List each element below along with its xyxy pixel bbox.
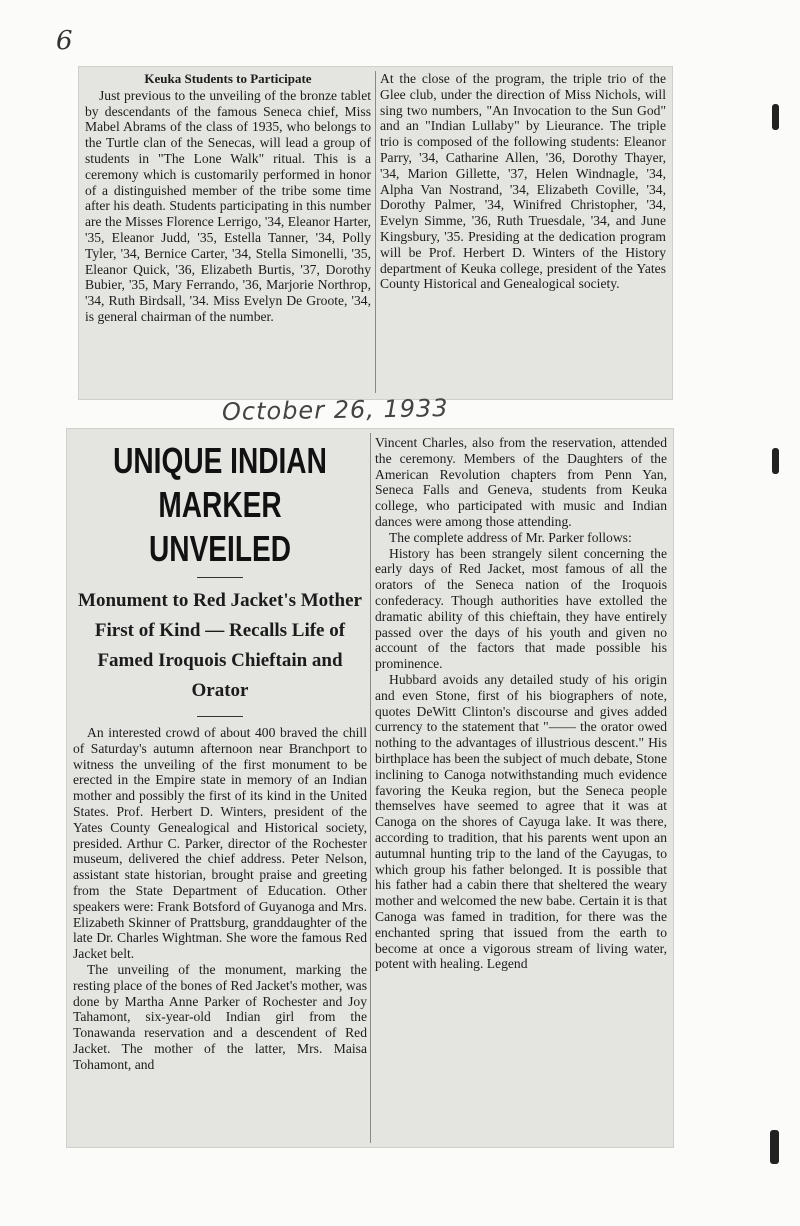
main-left-column — [73, 433, 367, 1145]
main-column-divider — [370, 433, 371, 1143]
headline-rule — [197, 577, 243, 578]
top-clipping — [78, 66, 673, 400]
main-clipping — [66, 428, 674, 1148]
main-right-paragraph-2: The complete address of Mr. Parker follows: — [389, 529, 632, 545]
main-right-column — [375, 435, 667, 972]
main-left-paragraph-1: An interested crowd of about 400 braved the chill of Saturday's autumn afternoon near Branchport to witness the unveiling of the first monument to be erected in the Empire state in memory of an Indian mother and possibly the first of its kind in the United States. Prof. Herbert D. Winters, president of the Yates County Genealogical and Historical society, presided. Arthur C. Parker, director of the Rochester museum, delivered the chief address. Peter Nelson, assistant state historian, brought praise and greeting from the State Department of Education. Other speakers were: Frank Botsford of Guyanoga and Mrs. Elizabeth Skinner of Prattsburg, granddaughter of the late Dr. Charles Wightman. She wore the famous Red Jacket belt. — [73, 725, 367, 962]
top-right-column — [380, 71, 666, 292]
headline-line-2: MARKER UNVEILED — [149, 484, 291, 569]
binder-hole-bottom — [770, 1130, 779, 1164]
binder-hole-top — [772, 104, 779, 130]
main-right-paragraph-4: Hubbard avoids any detailed study of his origin and even Stone, first of his biographers of note, quotes DeWitt Clinton's discourse and gives added currency to the statement that "—— the orator owed nothing to the advantages of illustrious descent." His birthplace has been the subject of much debate, Stone inclining to Canoga notwithstanding much evidence favoring the Keuka region, but the Seneca people themselves have seemed to agree that it was at Canoga on the shores of Cayuga lake. It was there, according to tradition, that his parents went upon an autumnal hunting trip to the land of the Cayugas, to which group his father belonged. It is possible that his father had a cabin there that sheltered the weary mother and welcomed the new babe. Certain it is that Canoga was famed in tradition, for there was the enchanted spring that issued from the earth to become at once a vigorous stream of living water, potent with healing. Legend — [375, 671, 667, 972]
top-right-text: At the close of the program, the triple trio of the Glee club, under the direction of Miss Nichols, will sing two numbers, "An Invocation to the Sun God" and an "Indian Lullaby" by Lieurance. The triple trio is composed of the following students: Eleanor Parry, '34, Catharine Allen, '36, Dorothy Thayer, '34, Marion Gillette, '37, Helen Windnagle, '34, Alpha Van Nostrand, '34, Elizabeth Coville, '34, Dorothy Palmer, '34, Winifred Christopher, '34, Evelyn Simme, '36, Ruth Truesdale, '34, and June Kingsbury, '35. Presiding at the dedication program will be Prof. Herbert D. Winters of the History department of Keuka college, president of the Yates County Historical and Genealogical society. — [380, 71, 666, 292]
main-right-paragraph-3: History has been strangely silent concerning the early days of Red Jacket, most famous of all the orators of the Seneca nation of the Iroquois confederacy. Though authorities have extolled the dramatic ability of this chieftain, they have entirely passed over the days of his youth and given no account of the factors that made possible his prominence. — [375, 545, 667, 672]
headline — [105, 439, 334, 571]
deck-rule — [197, 716, 243, 717]
top-left-text: Just previous to the unveiling of the bronze tablet by descendants of the famous Seneca chief, Miss Mabel Abrams of the class of 1935, who belongs to the Turtle clan of the Senecas, will lead a group of students in "The Lone Walk" ritual. This is a ceremony which is customarily performed in honor of a distinguished member of the tribe some time after his death. Students participating in this number are the Misses Florence Lerrigo, '34, Eleanor Harter, '35, Eleanor Judd, '35, Estella Tanner, '34, Polly Tyler, '34, Bernice Carter, '34, Stella Simonelli, '35, Eleanor Quick, '36, Elizabeth Burtis, '37, Dorothy Bubier, '35, Mary Ferrando, '36, Marjorie Northrop, '34, Ruth Birdsall, '34. Miss Evelyn De Groote, '34, is general chairman of the number. — [85, 87, 371, 324]
main-left-body — [73, 725, 367, 1073]
headline-line-1: UNIQUE INDIAN — [113, 440, 327, 481]
top-column-divider — [375, 71, 376, 393]
top-subhead: Keuka Students to Participate — [144, 71, 312, 86]
page-number: 6 — [56, 26, 73, 56]
binder-hole-middle — [772, 448, 779, 474]
handwritten-date: October 26, 1933 — [221, 394, 449, 426]
top-left-column — [85, 71, 371, 325]
main-right-paragraph-1: Vincent Charles, also from the reservation, attended the ceremony. Members of the Daughters of the American Revolution chapters from Penn Yan, Seneca Falls and Geneva, students from Keuka college, who participated with music and Indian dances were among those attending. — [375, 435, 667, 529]
main-left-paragraph-2: The unveiling of the monument, marking the resting place of the bones of Red Jacket's mother, was done by Martha Anne Parker of Rochester and Joy Tahamont, six-year-old Indian girl from the Tonawanda reservation and a descendent of Red Jacket. The mother of the latter, Mrs. Maisa Tohamont, and — [73, 961, 367, 1072]
deck-subheading: Monument to Red Jacket's Mother First of Kind — Recalls Life of Famed Iroquois Chieftain and Orator — [78, 590, 362, 701]
